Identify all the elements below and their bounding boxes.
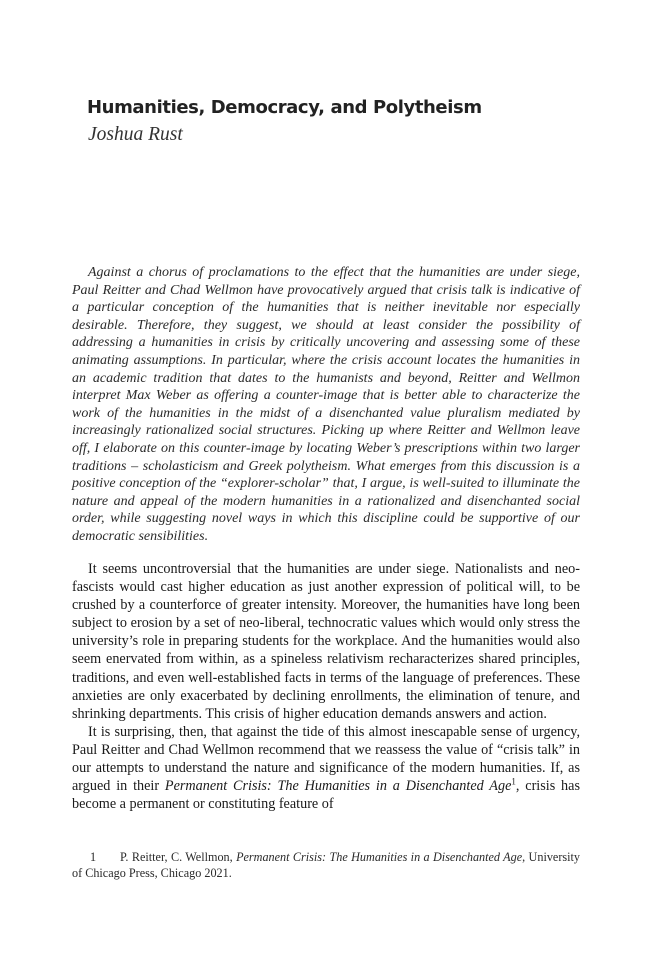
book-title: Permanent Crisis: The Humanities in a Disenchanted Age [164,778,512,795]
footnote-book-title: Permanent Crisis: The Humanities in a Disenchanted Age [236,850,523,864]
footnote [72,849,580,881]
body-paragraph: It seems uncontroversial that the humanities are under siege. Nationalists and neo-fascists would cast higher education as just another expression of political will, to be crushed by a counterforce of greater intensity. Moreover, the humanities have long been subject to erosion by a set of neo-liberal, technocratic values which would only stress the university’s role in preparing students for the workplace. And the humanities would also seem enervated from within, as a spineless relativism recharacterizes shared principles, traditions, and even well-established facts in terms of the language of preferences. These anxieties are only exacerbated by declining enrollments, the elimination of tenure, and shrinking departments. This crisis of higher education demands answers and action. [72,561,580,722]
article-body [72,560,580,813]
footnote-reference[interactable]: 1 [511,776,516,787]
body-paragraph [72,723,580,813]
article-abstract: Against a chorus of proclamations to the effect that the humanities are under siege, Paul Reitter and Chad Wellmon have provocatively argued that crisis talk is indicative of a particular conception of the humanities that is neither inevitable nor especially desirable. Therefore, they suggest, we should at least consider the possibility of addressing a humanities in crisis by critically uncovering and assessing some of these animating assumptions. In particular, where the crisis account locates the humanities in an academic tradition that dates to the humanists and beyond, Reitter and Wellmon interpret Max Weber as offering a counter-image that is better able to characterize the work of the humanities in the midst of a disenchanted value pluralism mediated by increasingly rationalized social structures. Picking up where Reitter and Wellmon leave off, I elaborate on this counter-image by locating Weber’s prescriptions within two larger traditions – scholasticism and Greek polytheism. What emerges from this discussion is a positive conception of the “explorer-scholar” that, I argue, is well-suited to illuminate the nature and appeal of the modern humanities in a rationalized and disenchanted social order, while suggesting novel ways in which this discipline could be supportive of our democratic sensibilities. [72,265,580,544]
footnote-publisher: , University of Chicago Press, Chicago 2021. [72,850,580,880]
footnote-authors: P. Reitter, C. Wellmon, [120,850,237,864]
footnote-number: 1 [90,850,97,864]
article-title: Humanities, Democracy, and Polytheism [87,97,482,118]
body-paragraph-text: It is surprising, then, that against the tide of this almost inescapable sense of urgency, Paul Reitter and Chad Wellmon recommend that we reassess the value of “crisis talk” in our attempts to understand the nature and significance of the modern humanities. If, as argued in their [72,723,580,795]
article-author: Joshua Rust [88,124,183,145]
body-paragraph-text: , crisis has become a permanent or constituting feature of [72,778,580,813]
